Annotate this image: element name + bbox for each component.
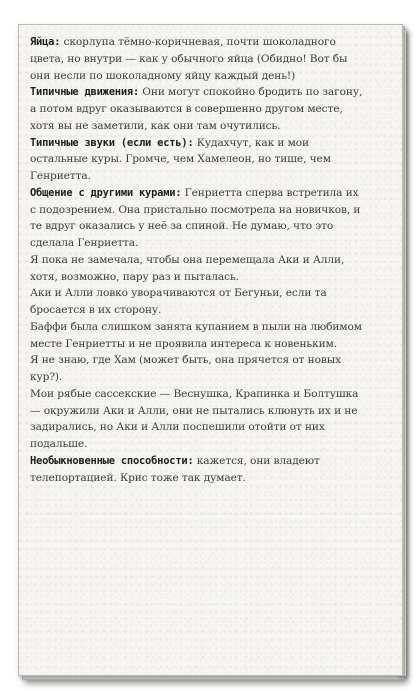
paragraph: Аки и Алли ловко уворачиваются от Бегуньи, если та бросается в их сторону. [30,287,327,316]
section-eggs [30,34,366,84]
paragraph: Мои рябые сассекские — Веснушка, Крапинка и Болтушка — окружили Аки и Алли, они не пытались клюнуть их и не задирались, но Аки и Алли поспешили отойти от них подальше. [30,387,359,450]
paragraph: Я пока не замечала, чтобы она перемещала Аки и Алли, хотя, возможно, пару раз и пыталась. [30,253,345,283]
section-label: Типичные движения: [30,86,140,99]
section-text: Они могут спокойно бродить по загону, а потом вдруг оказываются в совершенно другом месте, хотя вы не заметили, как они там очутились. [30,86,363,132]
section-label: Необыкновенные способности: [30,454,194,467]
section-sounds [30,135,366,185]
document-body [30,34,366,486]
section-label: Типичные звуки (если есть): [30,136,194,149]
section-text: кажется, они владеют телепортацией. Крис тоже так думает. [30,454,320,484]
section-movements [30,84,366,134]
section-text: Кудахчут, как и мои остальные куры. Громче, чем Хамелеон, но тише, чем Генриетта. [30,136,331,182]
section-abilities [30,453,366,487]
section-label: Яйца: [30,36,61,48]
paragraph: Баффи была слишком занята купанием в пыли на любимом месте Генриетты и не проявила интереса к новеньким. [30,320,362,350]
section-communication [30,185,366,252]
section-text: скорлупа тёмно-коричневая, почти шоколадного цвета, но внутри — как у обычного яйца (Обидно! Вот бы они несли по шоколадному яйцу каждый день!) [30,36,348,82]
section-label: Общение с другими курами: [30,186,182,199]
paragraph: Я не знаю, где Хам (может быть, она прячется от новых кур?). [30,354,341,383]
section-text: Генриетта сперва встретила их с подозрением. Она пристально посмотрела на новичков, и те вдруг оказались у неё за спиной. Не думаю, что это сделала Генриетта. [30,186,361,249]
